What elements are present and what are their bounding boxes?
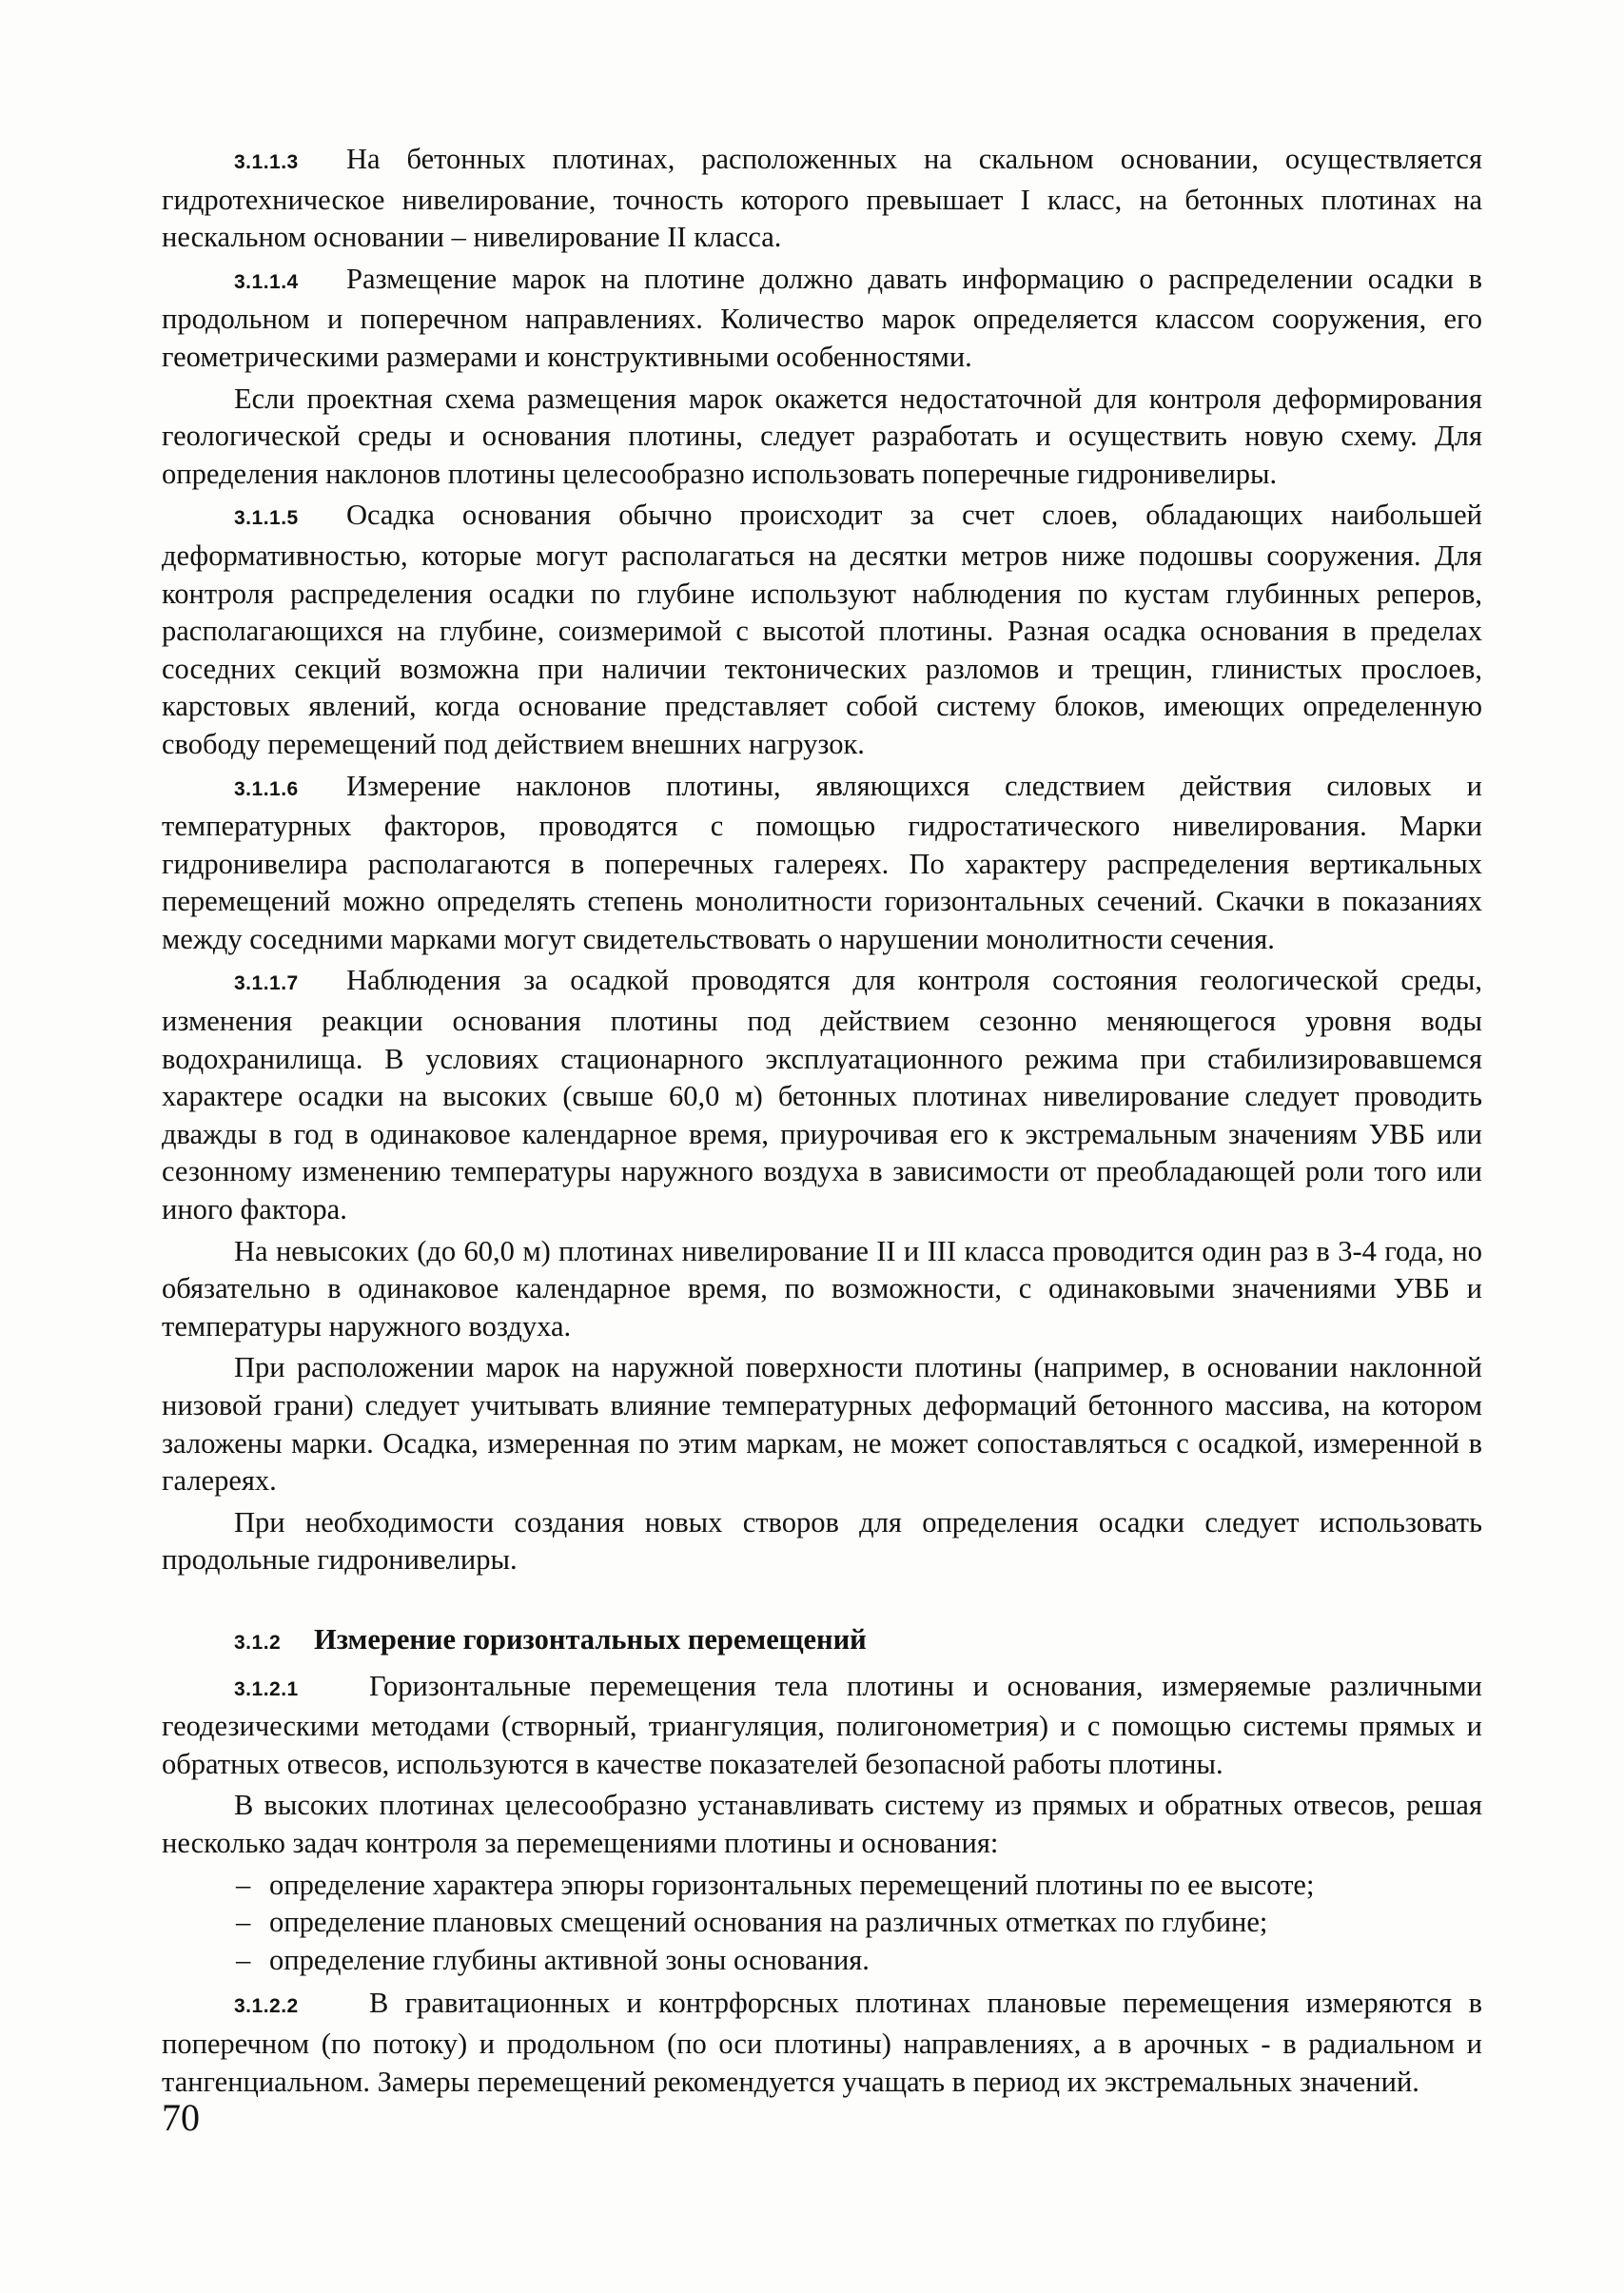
- paragraph-text: На невысоких (до 60,0 м) плотинах нивелирование II и III класса проводится один раз в 3-4 года, но обязательно в одинаковое календарное время, по возможности, с одинаковыми значениями УВБ и температуры наружного воздуха.: [162, 1234, 1482, 1342]
- paragraph-text: Если проектная схема размещения марок окажется недостаточной для контроля деформирования геологической среды и основания плотины, следует разработать и осуществить новую схему. Для определения наклонов плотины целесообразно использовать поперечные гидронивелиры.: [162, 382, 1482, 490]
- paragraph-text: На бетонных плотинах, расположенных на скальном основании, осуществляется гидротехническое нивелирование, точность которого превышает I класс, на бетонных плотинах на нескальном основании – нивелирование II класса.: [162, 143, 1482, 254]
- paragraph-text: Горизонтальные перемещения тела плотины и основания, измеряемые различными геодезическими методами (створный, триангуляция, полигонометрия) и с помощью системы прямых и обратных отвесов, используются в качестве показателей безопасной работы плотины.: [162, 1669, 1482, 1780]
- clause-number: 3.1.1.6: [234, 777, 299, 800]
- list-item: [162, 1942, 1482, 1980]
- list-marker: –: [236, 1868, 251, 1901]
- paragraph-text: При необходимости создания новых створов для определения осадки следует использовать продольные гидронивелиры.: [162, 1505, 1482, 1577]
- paragraph-3-1-1-6: [162, 768, 1482, 959]
- clause-number: 3.1.1.7: [234, 972, 299, 995]
- list-item-text: определение глубины активной зоны основания.: [269, 1943, 870, 1976]
- clause-number: 3.1.1.5: [234, 507, 299, 530]
- paragraph-3-1-2-2: [162, 1985, 1482, 2101]
- section-title: Измерение горизонтальных перемещений: [314, 1622, 867, 1656]
- paragraph-text: Осадка основания обычно происходит за счет слоев, обладающих наибольшей деформативностью, которые могут располагаться на десятки метров ниже подошвы сооружения. Для контроля распределения осадки по глубине используют наблюдения по кустам глубинных реперов, располагающихся на глубине, соизмеримой с высотой плотины. Разная осадка основания в пределах соседних секций возможна при наличии тектонических разломов и трещин, глинистых прослоев, карстовых явлений, когда основание представляет собой систему блоков, имеющих определенную свободу перемещений под действием внешних нагрузок.: [162, 499, 1482, 760]
- clause-number: 3.1.2.2: [234, 1995, 299, 2018]
- paragraph: [162, 1504, 1482, 1579]
- paragraph-text: Измерение наклонов плотины, являющихся следствием действия силовых и температурных факторов, проводятся с помощью гидростатического нивелирования. Марки гидронивелира располагаются в поперечных галереях. По характеру распределения вертикальных перемещений можно определять степень монолитности горизонтальных сечений. Скачки в показаниях между соседними марками могут свидетельствовать о нарушении монолитности сечения.: [162, 769, 1482, 955]
- task-list: [162, 1867, 1482, 1980]
- list-item-text: определение характера эпюры горизонтальных перемещений плотины по ее высоте;: [269, 1868, 1315, 1901]
- paragraph: [162, 1233, 1482, 1346]
- list-item: [162, 1904, 1482, 1942]
- paragraph-text: При расположении марок на наружной поверхности плотины (например, в основании наклонной низовой грани) следует учитывать влияние температурных деформаций бетонного массива, на котором заложены марки. Осадка, измеренная по этим маркам, не может сопоставляться с осадкой, измеренной в галереях.: [162, 1351, 1482, 1498]
- paragraph-text: В гравитационных и контрфорсных плотинах плановые перемещения измеряются в поперечном (по потоку) и продольном (по оси плотины) направлениях, а в арочных - в радиальном и тангенциальном. Замеры перемещений рекомендуется учащать в период их экстремальных значений.: [162, 1987, 1482, 2098]
- section-number: 3.1.2: [234, 1631, 282, 1654]
- clause-number: 3.1.1.4: [234, 270, 299, 293]
- paragraph-text: В высоких плотинах целесообразно устанавливать систему из прямых и обратных отвесов, решая несколько задач контроля за перемещениями плотины и основания:: [162, 1789, 1482, 1859]
- list-marker: –: [236, 1943, 251, 1976]
- paragraph: [162, 1787, 1482, 1862]
- section-heading: [162, 1621, 1482, 1662]
- paragraph: [162, 1349, 1482, 1499]
- paragraph-text: Наблюдения за осадкой проводятся для контроля состояния геологической среды, изменения реакции основания плотины под действием сезонно меняющегося уровня воды водохранилища. В условиях стационарного эксплуатационного режима при стабилизировавшемся характере осадки на высоких (свыше 60,0 м) бетонных плотинах нивелирование следует проводить дважды в год в одинаковое календарное время, приурочивая его к экстремальным значениям УВБ или сезонному изменению температуры наружного воздуха в зависимости от преобладающей роли того или иного фактора.: [162, 964, 1482, 1226]
- clause-number: 3.1.1.3: [234, 151, 299, 173]
- paragraph-3-1-1-5: [162, 497, 1482, 763]
- paragraph-3-1-1-3: [162, 141, 1482, 257]
- page-number: 70: [162, 2096, 200, 2139]
- paragraph-text: Размещение марок на плотине должно давать информацию о распределении осадки в продольном и поперечном направлениях. Количество марок определяется классом сооружения, его геометрическими размерами и конструктивными особенностями.: [162, 262, 1482, 373]
- clause-number: 3.1.2.1: [234, 1677, 299, 1700]
- list-item: [162, 1867, 1482, 1905]
- paragraph-3-1-1-4: [162, 261, 1482, 377]
- paragraph-3-1-2-1: [162, 1668, 1482, 1784]
- list-item-text: определение плановых смещений основания на различных отметках по глубине;: [269, 1906, 1268, 1939]
- list-marker: –: [236, 1906, 251, 1939]
- paragraph-3-1-1-7: [162, 962, 1482, 1228]
- paragraph: [162, 381, 1482, 494]
- page-content: [162, 141, 1482, 2105]
